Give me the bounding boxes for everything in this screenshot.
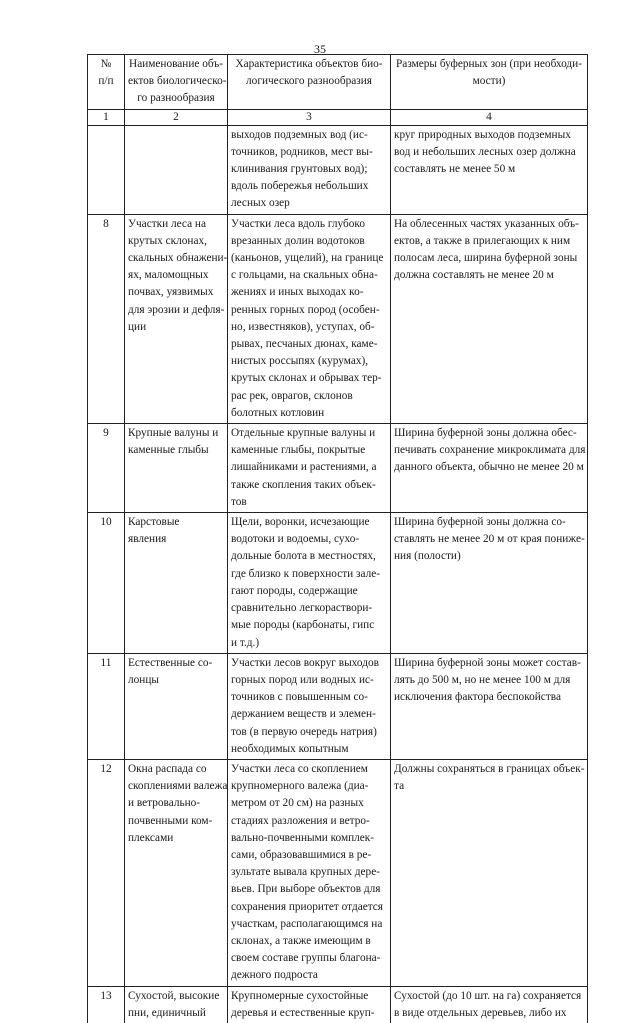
header-row (88, 55, 588, 110)
object-name-cell (125, 125, 228, 214)
biodiversity-table (87, 54, 588, 1023)
characteristic-cell: Щели, воронки, исчезающие водотоки и водоемы, сухо- дольные болота в местностях, где близко к поверхности зале- гают породы, содержащие сравнительно легкораствори- мые породы (карбонаты, гипс и т.д.) (228, 513, 391, 654)
index-cell: 4 (391, 109, 588, 125)
row-number: 8 (88, 214, 125, 423)
index-cell: 2 (125, 109, 228, 125)
characteristic-cell: Отдельные крупные валуны и каменные глыбы, покрытые лишайниками и растениями, а также скопления таких объек- тов (228, 424, 391, 513)
index-cell: 1 (88, 109, 125, 125)
object-name-cell: Сухостой, высокие пни, единичный (125, 986, 228, 1023)
row-number: 10 (88, 513, 125, 654)
table-row (88, 125, 588, 214)
object-name-cell: Карстовые явления (125, 513, 228, 654)
characteristic-cell: Участки леса со скоплением крупномерного валежа (диа- метром от 20 см) на разных стадиях разложения и ветро- вально-почвенными комплек- сами, образовавшимися в ре- зультате вывала крупных дере- вьев. При выборе объектов для сохранения приоритет отдается участкам, располагающимся на склонах, а также имеющим в своем составе группы благона- дежного подроста (228, 759, 391, 986)
table-row (88, 513, 588, 654)
buffer-zone-cell: Сухостой (до 10 шт. на га) сохраняется в виде отдельных деревьев, либо их (391, 986, 588, 1023)
object-name-cell: Участки леса на крутых склонах, скальных обнажени- ях, маломощных почвах, уязвимых для эрозии и дефля- ции (125, 214, 228, 423)
table-row (88, 214, 588, 423)
buffer-zone-cell: Ширина буферной зоны должна со- ставлять не менее 20 м от края пониже- ния (полости) (391, 513, 588, 654)
index-cell: 3 (228, 109, 391, 125)
buffer-zone-cell: Ширина буферной зоны может состав- лять до 500 м, но не менее 100 м для исключения фактора беспокойства (391, 653, 588, 759)
object-name-cell: Естественные со- лонцы (125, 653, 228, 759)
buffer-zone-cell: На облесенных частях указанных объ- ектов, а также в прилегающих к ним полосам леса, ширина буферной зоны должна составлять не менее 20 м (391, 214, 588, 423)
row-number: 9 (88, 424, 125, 513)
table-row (88, 986, 588, 1023)
object-name-cell: Окна распада со скоплениями валежа и ветровально- почвенными ком- плексами (125, 759, 228, 986)
header-buffer-zone: Размеры буферных зон (при необходи- мости) (391, 55, 588, 110)
characteristic-cell: выходов подземных вод (ис- точников, родников, мест вы- клинивания грунтовых вод); вдоль побережья небольших лесных озер (228, 125, 391, 214)
row-number: 11 (88, 653, 125, 759)
header-object-name: Наименование объ- ектов биологическо- го разнообразия (125, 55, 228, 110)
buffer-zone-cell: Ширина буферной зоны должна обес- печивать сохранение микроклимата для данного объекта, обычно не менее 20 м (391, 424, 588, 513)
characteristic-cell: Крупномерные сухостойные деревья и естественные круп- (228, 986, 391, 1023)
table-row (88, 424, 588, 513)
header-number: № п/п (88, 55, 125, 110)
column-index-row (88, 109, 588, 125)
table-row (88, 653, 588, 759)
row-number: 13 (88, 986, 125, 1023)
row-number (88, 125, 125, 214)
characteristic-cell: Участки леса вдоль глубоко врезанных долин водотоков (каньонов, ущелий), на границе с гольцами, на скальных обна- жениях и иных выходах ко- ренных горных пород (особен- но, известняков), уступах, об- рывах, песчаных дюнах, каме- нистых россыпях (курумах), крутых склонах и обрывах тер- рас рек, оврагов, склонов болотных котловин (228, 214, 391, 423)
buffer-zone-cell: круг природных выходов подземных вод и небольших лесных озер должна составлять не менее 50 м (391, 125, 588, 214)
table-row (88, 759, 588, 986)
characteristic-cell: Участки лесов вокруг выходов горных пород или водных ис- точников с повышенным со- держанием веществ и элемен- тов (в первую очередь натрия) необходимых копытным (228, 653, 391, 759)
buffer-zone-cell: Должны сохраняться в границах объек- та (391, 759, 588, 986)
header-characteristic: Характеристика объектов био- логического разнообразия (228, 55, 391, 110)
page-number: 35 (314, 42, 326, 56)
object-name-cell: Крупные валуны и каменные глыбы (125, 424, 228, 513)
row-number: 12 (88, 759, 125, 986)
